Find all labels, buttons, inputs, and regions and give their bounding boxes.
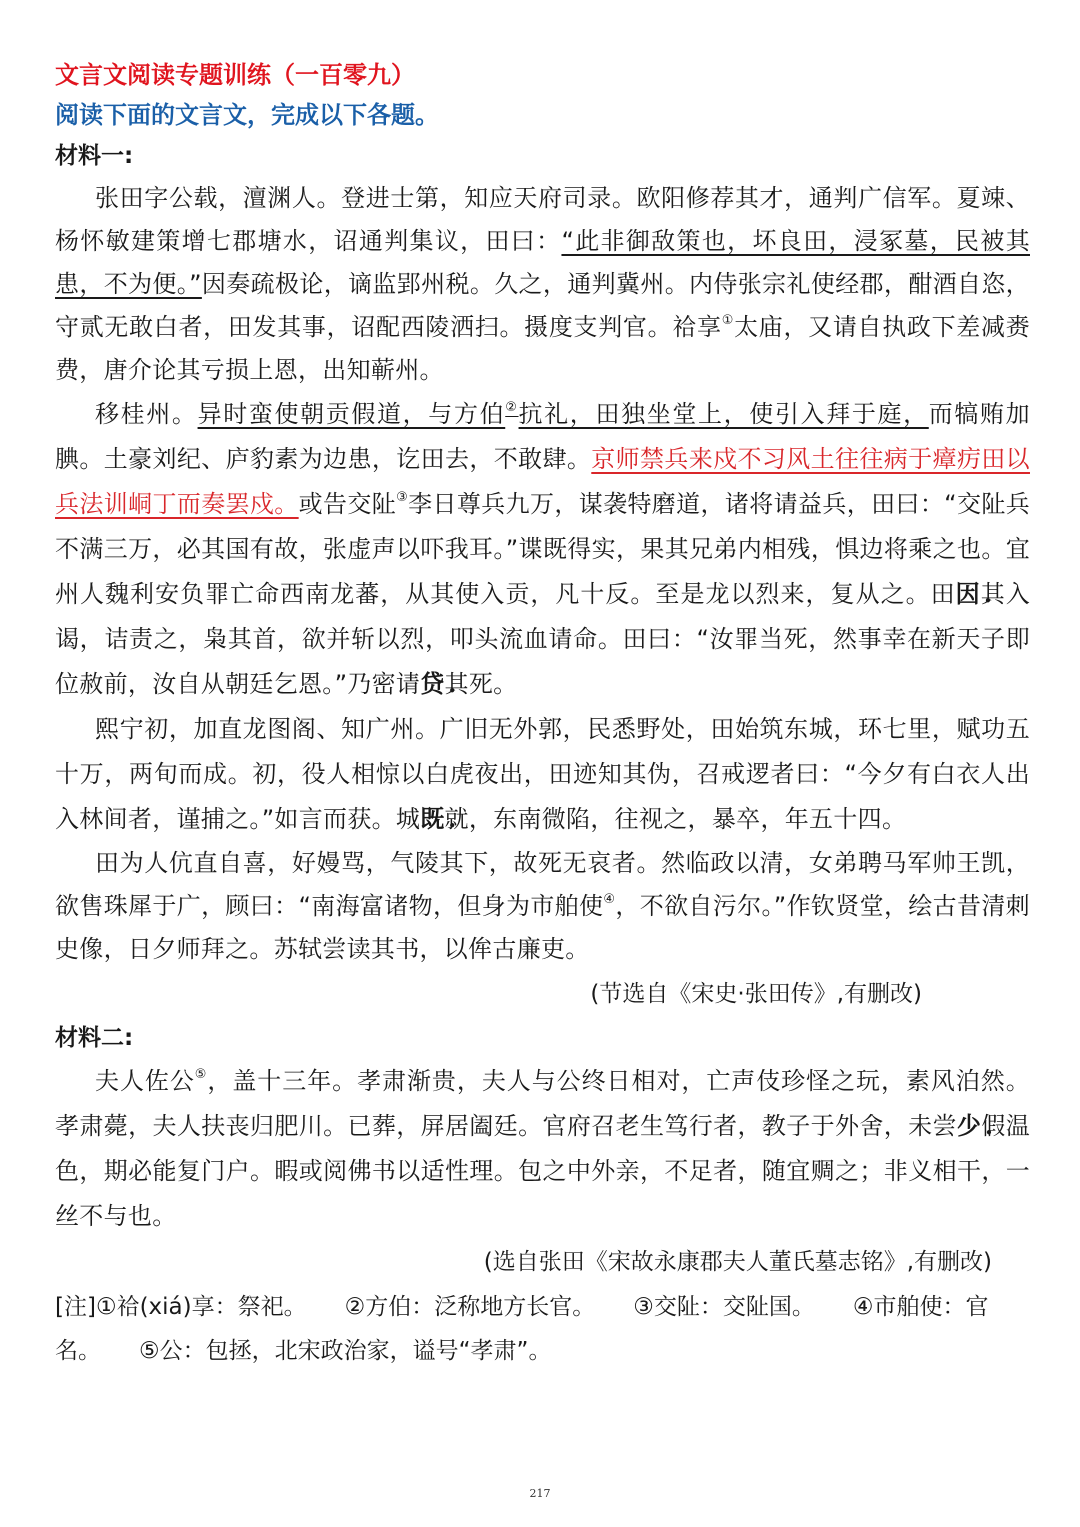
document-page (55, 55, 1030, 1373)
text-run: 因奏疏极论，谪监郢州税。久之，通判冀州。内侍张宗礼使经郡，酣酒自恣，守贰无敢白者，田发其事，诏配西陵洒扫。摄度支判官。祫享 (55, 270, 1030, 341)
instruction-line: 阅读下面的文言文，完成以下各题。 (55, 101, 439, 129)
footnote-marker-1: ① (721, 313, 735, 328)
note-2: ②方伯：泛称地方长官。 (344, 1294, 596, 1320)
red-marked-sentence: 京师禁兵来戍不习风土往往病于瘴疠田以兵法训峒丁而奏罢戍。 (55, 445, 1030, 518)
footnote-marker-4: ④ (603, 892, 616, 907)
text-run: 其入谒，诘责之，枭其首，欲并斩以烈，叩头流血请命。田曰：“汝罪当死，然事幸在新天子即位赦前，汝自从朝廷乞恩。”乃密请 (55, 580, 1031, 698)
footnote-marker-5: ⑤ (194, 1067, 208, 1082)
dotted-character: 因 (955, 580, 981, 608)
text-run: 张田字公载，澶渊人。登进士第，知应天府司录。欧阳修荐其才，通判广信军。夏竦、杨怀敏建策增七郡塘水，诏通判集议，田曰： (55, 184, 1030, 255)
text-run: 田为人伉直自喜，好嫚骂，气陵其下，故死无哀者。然临政以清，女弟聘马军帅王凯，欲售珠犀于广，顾曰：“南海富诸物，但身为市舶使 (55, 849, 1030, 920)
material2-label: 材料二: (55, 1025, 134, 1051)
text-run: 或告交阯 (298, 490, 397, 518)
footnote-marker-2: ② (505, 400, 519, 415)
page-number: 217 (529, 1487, 551, 1500)
text-run: 假温色，期必能复门户。暇或阅佛书以适性理。包之中外亲，不足者，随宜赒之；非义相干，一丝不与也。 (55, 1112, 1030, 1230)
text-run: 而犒贿加腆。土豪刘纪、庐豹素为边患，讫田去，不敢肆。 (55, 400, 1030, 473)
material2-paragraph-1 (55, 1059, 1030, 1239)
note-1: [注]①祫(xiá)享：祭祀。 (55, 1294, 307, 1320)
text-run: 就，东南微陷，往视之，暴卒，年五十四。 (444, 805, 907, 833)
annotations (55, 1285, 1030, 1373)
note-4: ④市舶使：官名。 (55, 1294, 989, 1364)
text-run: 李日尊兵九万，谋袭特磨道，诸将请益兵，田曰：“交阯兵不满三万，必其国有故，张虚声以吓我耳。”谍既得实，果其兄弟内相残，惧边将乘之也。宜州人魏利安负罪亡命西南龙蕃，从其使入贡，凡十反。至是龙以烈来，复从之。田 (55, 490, 1031, 608)
note-3: ③交阯：交阯国。 (633, 1294, 815, 1320)
text-run: 移桂州。 (95, 400, 198, 428)
dotted-character: 贷 (420, 670, 445, 698)
text-run: 夫人佐公 (95, 1067, 195, 1095)
dotted-character: 少 (956, 1112, 982, 1140)
material1-paragraph-1 (55, 177, 1030, 392)
text-run: 太庙，又请自执政下差减赉费，唐介论其亏损上恩，出知蕲州。 (55, 313, 1030, 384)
note-5: ⑤公：包拯，北宋政治家，谥号“孝肃”。 (139, 1338, 552, 1364)
material1-paragraph-2 (55, 392, 1030, 707)
underlined-sentence: 抗礼，田独坐堂上，使引入拜于庭， (518, 400, 929, 428)
material1-label: 材料一: (55, 143, 134, 169)
underlined-sentence: “此非御敌策也，坏良田，浸冢墓，民被其患，不为便。” (55, 227, 1030, 298)
underlined-sentence: 异时蛮使朝贡假道，与方伯 (197, 400, 506, 428)
material1-source: (节选自《宋史·张田传》,有删改) (590, 981, 922, 1007)
dotted-character: 既 (420, 805, 445, 833)
text-run: ，盖十三年。孝肃渐贵，夫人与公终日相对，亡声伎珍怪之玩，素风泊然。孝肃薨，夫人扶丧归肥川。已葬，屏居阖廷。官府召老生笃行者，教子于外舍，未尝 (55, 1067, 1030, 1140)
material2-source: (选自张田《宋故永康郡夫人董氏墓志铭》,有删改) (483, 1249, 992, 1275)
material1-paragraph-4 (55, 842, 1030, 971)
text-run: ，不欲自污尔。”作钦贤堂，绘古昔清刺史像，日夕师拜之。苏轼尝读其书，以侔古廉吏。 (55, 892, 1030, 963)
text-run: 其死。 (444, 670, 518, 698)
document-title: 文言文阅读专题训练（一百零九） (55, 61, 415, 89)
material1-paragraph-3 (55, 707, 1030, 842)
footnote-marker-3: ③ (396, 490, 409, 505)
text-run: 熙宁初，加直龙图阁、知广州。广旧无外郭，民悉野处，田始筑东城，环七里，赋功五十万，两旬而成。初，役人相惊以白虎夜出，田迹知其伪，召戒逻者曰：“今夕有白衣人出入林间者，谨捕之。”如言而获。城 (55, 715, 1030, 833)
